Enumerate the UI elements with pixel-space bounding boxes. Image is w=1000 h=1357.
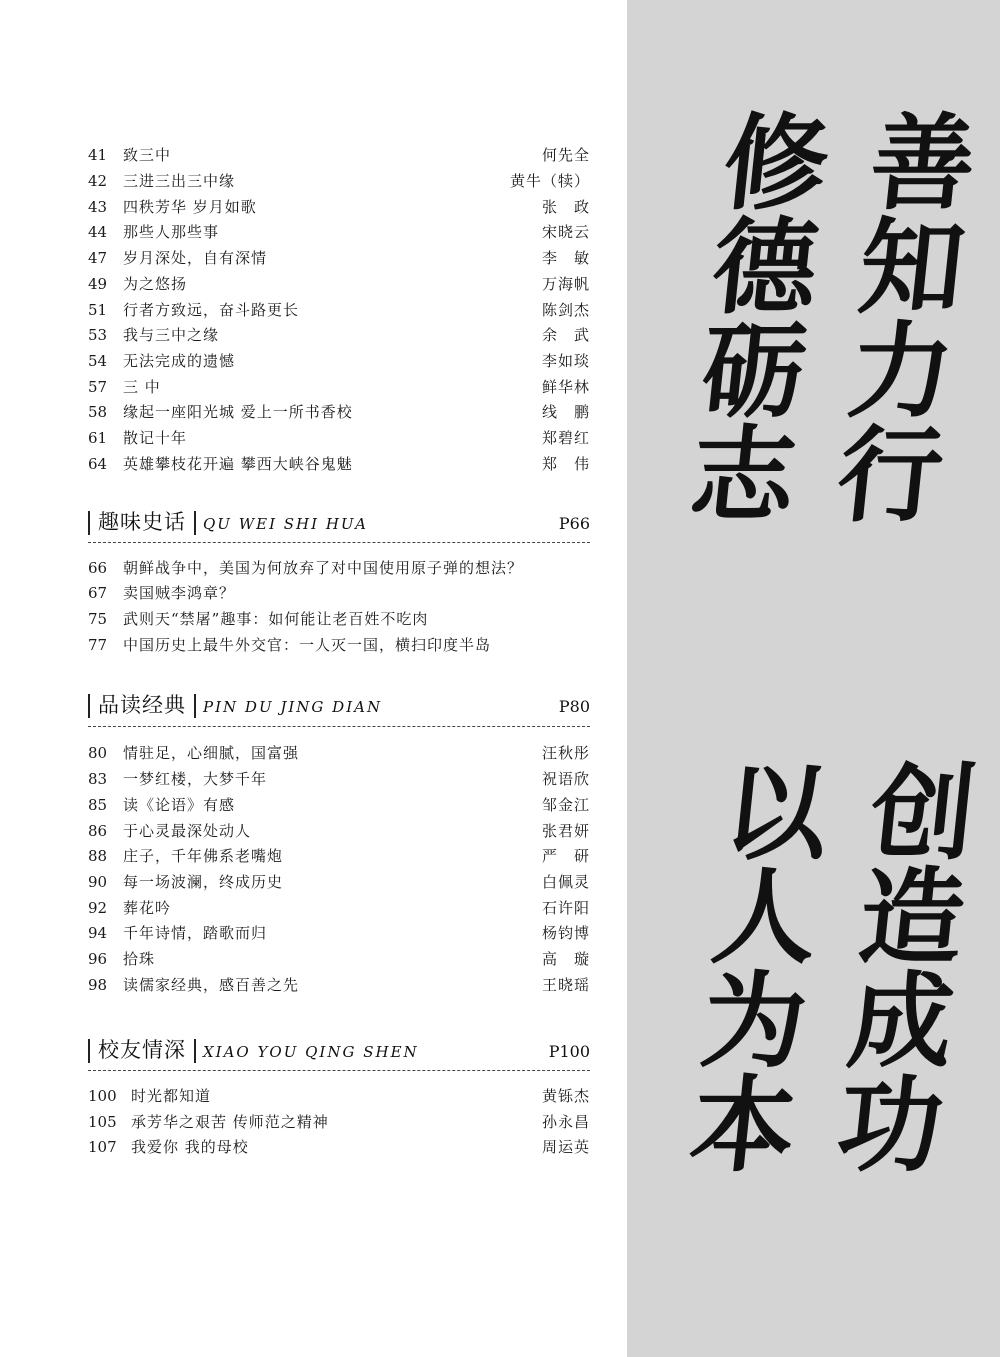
calligraphy-panel: [627, 0, 1000, 1357]
entry-title: 无法完成的遗憾: [123, 352, 236, 370]
entry-title: 四秩芳华 岁月如歌: [123, 198, 257, 216]
page-number: 57: [88, 378, 108, 396]
toc-entry[interactable]: [88, 1083, 590, 1109]
page-number: 64: [88, 455, 108, 473]
toc-entry[interactable]: [88, 142, 590, 168]
toc-entry[interactable]: [88, 972, 590, 998]
toc-entry[interactable]: [88, 843, 590, 869]
entry-author: 黄铄杰: [541, 1087, 590, 1105]
page-number: 47: [88, 249, 108, 267]
entry-title: 葬花吟: [123, 899, 172, 917]
page-number: 43: [88, 198, 108, 216]
entry-title: 中国历史上最牛外交官：一人灭一国，横扫印度半岛: [123, 636, 492, 654]
entry-title: 承芳华之艰苦 传师范之精神: [131, 1113, 329, 1131]
toc-entry[interactable]: [88, 818, 590, 844]
toc-entry[interactable]: [88, 271, 590, 297]
section-title-zh: 趣味史话: [98, 510, 186, 534]
entry-author: 杨钧博: [541, 924, 590, 942]
entry-title: 读《论语》有感: [123, 796, 236, 814]
entry-title: 一梦红楼，大梦千年: [123, 770, 268, 788]
entry-author: 余 武: [541, 326, 590, 344]
toc-entry[interactable]: [88, 555, 590, 581]
entry-title: 缘起一座阳光城 爱上一所书香校: [123, 403, 353, 421]
page-number: 83: [88, 770, 108, 788]
entry-author: 王晓瑶: [541, 976, 590, 994]
entry-title: 武则天“禁屠”趣事：如何能让老百姓不吃肉: [123, 610, 429, 628]
entry-author: 汪秋彤: [541, 744, 590, 762]
entry-author: 孙永昌: [541, 1113, 590, 1131]
toc-entry[interactable]: [88, 322, 590, 348]
entry-author: 鲜华林: [541, 378, 590, 396]
toc-entry[interactable]: [88, 348, 590, 374]
toc-entry[interactable]: [88, 245, 590, 271]
page-number: 94: [88, 924, 108, 942]
toc-entry[interactable]: [88, 946, 590, 972]
toc-entry[interactable]: [88, 451, 590, 477]
section-bar-mid: [194, 511, 196, 535]
section-title-en: QU WEI SHI HUA: [203, 515, 368, 533]
section-title-en: PIN DU JING DIAN: [203, 698, 383, 716]
entry-author: 宋晓云: [541, 223, 590, 241]
entry-author: 黄牛（犊）: [509, 172, 590, 190]
entry-title: 于心灵最深处动人: [123, 822, 252, 840]
entry-author: 郑 伟: [541, 455, 590, 473]
section-page: P100: [548, 1042, 590, 1061]
entry-author: 高 璇: [541, 950, 590, 968]
entry-title: 我与三中之缘: [123, 326, 220, 344]
entry-title: 读儒家经典，感百善之先: [123, 976, 300, 994]
entry-author: 严 研: [541, 847, 590, 865]
entry-title: 千年诗情，踏歌而归: [123, 924, 268, 942]
page-number: 85: [88, 796, 108, 814]
entry-title: 拾珠: [123, 950, 156, 968]
page-number: 61: [88, 429, 108, 447]
entry-title: 每一场波澜，终成历史: [123, 873, 284, 891]
calligraphy-column-3: 创造成功: [815, 758, 982, 1174]
calligraphy-column-1: 善知力行: [815, 108, 982, 524]
entry-author: 祝语欣: [541, 770, 590, 788]
toc-entry[interactable]: [88, 297, 590, 323]
entry-author: 何先全: [541, 146, 590, 164]
dashed-divider: [88, 726, 590, 727]
entry-title: 我爱你 我的母校: [131, 1138, 249, 1156]
page-number: 86: [88, 822, 108, 840]
entry-title: 三 中: [123, 378, 161, 396]
toc-entry[interactable]: [88, 766, 590, 792]
table-of-contents: [88, 0, 590, 1357]
page-number: 53: [88, 326, 108, 344]
entry-author: 郑碧红: [541, 429, 590, 447]
entry-author: 线 鹏: [541, 403, 590, 421]
toc-entry[interactable]: [88, 920, 590, 946]
toc-entry[interactable]: [88, 792, 590, 818]
page-number: 77: [88, 636, 108, 654]
section-title-en: XIAO YOU QING SHEN: [203, 1043, 419, 1061]
page-number: 58: [88, 403, 108, 421]
entry-title: 情驻足，心细腻，国富强: [123, 744, 300, 762]
entry-title: 卖国贼李鸿章？: [123, 584, 236, 602]
page-number: 66: [88, 559, 108, 577]
section-bar-mid: [194, 1039, 196, 1063]
section-header-xiao-you-qing-shen: [88, 1035, 590, 1065]
page-number: 105: [88, 1113, 117, 1131]
entry-author: 白佩灵: [541, 873, 590, 891]
section-title-zh: 校友情深: [98, 1038, 186, 1062]
section-bar-mid: [194, 694, 196, 718]
entry-title: 散记十年: [123, 429, 188, 447]
page-number: 96: [88, 950, 108, 968]
page-number: 41: [88, 146, 108, 164]
entry-title: 英雄攀枝花开遍 攀西大峡谷鬼魅: [123, 455, 353, 473]
page-number: 75: [88, 610, 108, 628]
page-number: 44: [88, 223, 108, 241]
page-number: 51: [88, 301, 108, 319]
section-header-qu-wei-shi-hua: [88, 507, 590, 537]
toc-entry[interactable]: [88, 168, 590, 194]
calligraphy-column-4: 以人为本: [668, 758, 835, 1174]
toc-entry[interactable]: [88, 895, 590, 921]
toc-entry[interactable]: [88, 219, 590, 245]
dashed-divider: [88, 1070, 590, 1071]
toc-entry[interactable]: [88, 740, 590, 766]
toc-entry[interactable]: [88, 580, 590, 606]
page-number: 90: [88, 873, 108, 891]
entry-title: 朝鲜战争中，美国为何放弃了对中国使用原子弹的想法？: [123, 559, 524, 577]
section-page: P80: [558, 697, 590, 716]
entry-author: 陈剑杰: [541, 301, 590, 319]
section-page: P66: [558, 514, 590, 533]
entry-author: 万海帆: [541, 275, 590, 293]
entry-title: 时光都知道: [131, 1087, 212, 1105]
entry-title: 行者方致远，奋斗路更长: [123, 301, 300, 319]
page-number: 92: [88, 899, 108, 917]
toc-entry[interactable]: [88, 425, 590, 451]
entry-title: 庄子，千年佛系老嘴炮: [123, 847, 284, 865]
entry-author: 邹金江: [541, 796, 590, 814]
toc-entry[interactable]: [88, 1109, 590, 1135]
toc-entry[interactable]: [88, 374, 590, 400]
entry-author: 周运英: [541, 1138, 590, 1156]
calligraphy-column-2: 修德砺志: [668, 108, 835, 524]
section-bar-left: [88, 694, 90, 718]
toc-entry[interactable]: [88, 869, 590, 895]
page-number: 49: [88, 275, 108, 293]
page-number: 88: [88, 847, 108, 865]
entry-author: 石许阳: [541, 899, 590, 917]
page-number: 54: [88, 352, 108, 370]
page-number: 100: [88, 1087, 117, 1105]
entry-title: 为之悠扬: [123, 275, 188, 293]
dashed-divider: [88, 542, 590, 543]
section-header-pin-du-jing-dian: [88, 690, 590, 720]
toc-entry[interactable]: [88, 606, 590, 632]
entry-title: 那些人那些事: [123, 223, 220, 241]
section-title-zh: 品读经典: [98, 693, 186, 717]
section-bar-left: [88, 511, 90, 535]
entry-title: 致三中: [123, 146, 172, 164]
page-number: 107: [88, 1138, 117, 1156]
entry-author: 张 政: [541, 198, 590, 216]
entry-author: 李如琰: [541, 352, 590, 370]
toc-entry[interactable]: [88, 194, 590, 220]
toc-entry[interactable]: [88, 632, 590, 658]
page-number: 67: [88, 584, 108, 602]
entry-author: 张君妍: [541, 822, 590, 840]
page-number: 42: [88, 172, 108, 190]
section-bar-left: [88, 1039, 90, 1063]
toc-entry[interactable]: [88, 399, 590, 425]
entry-author: 李 敏: [541, 249, 590, 267]
entry-title: 岁月深处，自有深情: [123, 249, 268, 267]
toc-entry[interactable]: [88, 1134, 590, 1160]
entry-title: 三进三出三中缘: [123, 172, 236, 190]
page-number: 80: [88, 744, 108, 762]
page-number: 98: [88, 976, 108, 994]
